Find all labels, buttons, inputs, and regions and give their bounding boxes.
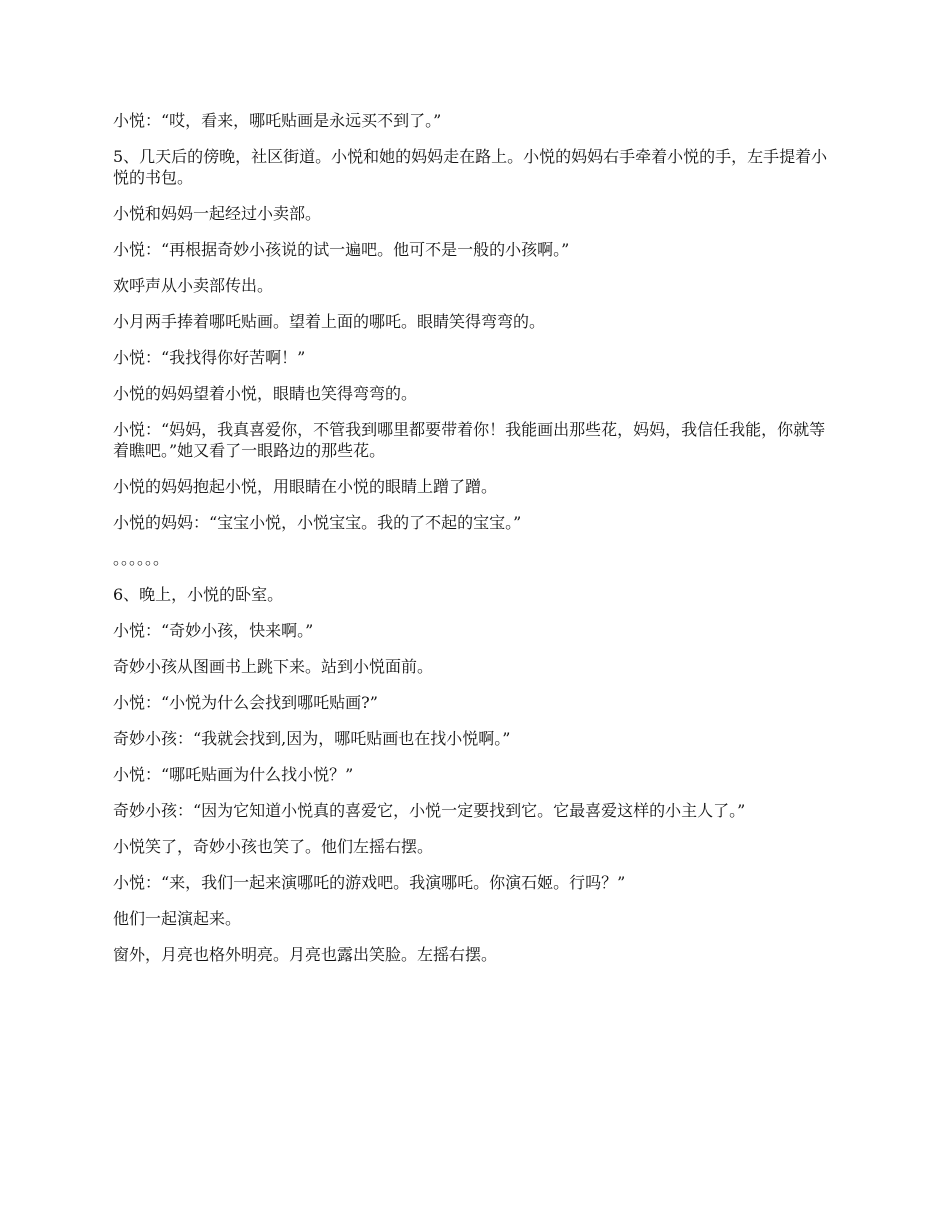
paragraph: 窗外，月亮也格外明亮。月亮也露出笑脸。左摇右摆。 <box>113 945 498 964</box>
paragraph: 奇妙小孩：“因为它知道小悦真的喜爱它，小悦一定要找到它。它最喜爱这样的小主人了。” <box>113 801 746 820</box>
ellipsis-separator: 。。。。。。 <box>113 549 170 568</box>
document-body <box>113 110 838 980</box>
paragraph: 奇妙小孩：“我就会找到,因为，哪吒贴画也在找小悦啊。” <box>113 729 511 748</box>
paragraph: 小悦的妈妈：“宝宝小悦，小悦宝宝。我的了不起的宝宝。” <box>113 513 522 532</box>
paragraph: 欢呼声从小卖部传出。 <box>113 276 274 295</box>
paragraph: 小悦：“我找得你好苦啊！” <box>113 348 306 367</box>
paragraph: 小悦：“哪吒贴画为什么找小悦？” <box>113 765 354 784</box>
paragraph: 小悦：“来，我们一起来演哪吒的游戏吧。我演哪吒。你演石姬。行吗？” <box>113 873 626 892</box>
paragraph: 小悦：“再根据奇妙小孩说的试一遍吧。他可不是一般的小孩啊。” <box>113 240 570 259</box>
paragraph: 小悦的妈妈抱起小悦，用眼睛在小悦的眼睛上蹭了蹭。 <box>113 477 498 496</box>
paragraph: 小悦笑了，奇妙小孩也笑了。他们左摇右摆。 <box>113 837 434 856</box>
paragraph: 小悦和妈妈一起经过小卖部。 <box>113 204 322 223</box>
paragraph: 小悦：“哎，看来，哪吒贴画是永远买不到了。” <box>113 111 442 130</box>
paragraph: 小悦：“小悦为什么会找到哪吒贴画?” <box>113 693 378 712</box>
paragraph: 小悦：“奇妙小孩，快来啊。” <box>113 621 314 640</box>
paragraph: 他们一起演起来。 <box>113 909 242 928</box>
paragraph: 小悦的妈妈望着小悦，眼睛也笑得弯弯的。 <box>113 384 418 403</box>
paragraph: 小月两手捧着哪吒贴画。望着上面的哪吒。眼睛笑得弯弯的。 <box>113 312 546 331</box>
paragraph: 奇妙小孩从图画书上跳下来。站到小悦面前。 <box>113 657 434 676</box>
scene-heading: 6、晚上，小悦的卧室。 <box>113 585 284 604</box>
paragraph: 5、几天后的傍晚，社区街道。小悦和她的妈妈走在路上。小悦的妈妈右手牵着小悦的手，左手提着小悦的书包。 <box>113 147 828 187</box>
paragraph: 小悦：“妈妈，我真喜爱你，不管我到哪里都要带着你！我能画出那些花，妈妈，我信任我能，你就等着瞧吧。”她又看了一眼路边的那些花。 <box>113 420 826 460</box>
